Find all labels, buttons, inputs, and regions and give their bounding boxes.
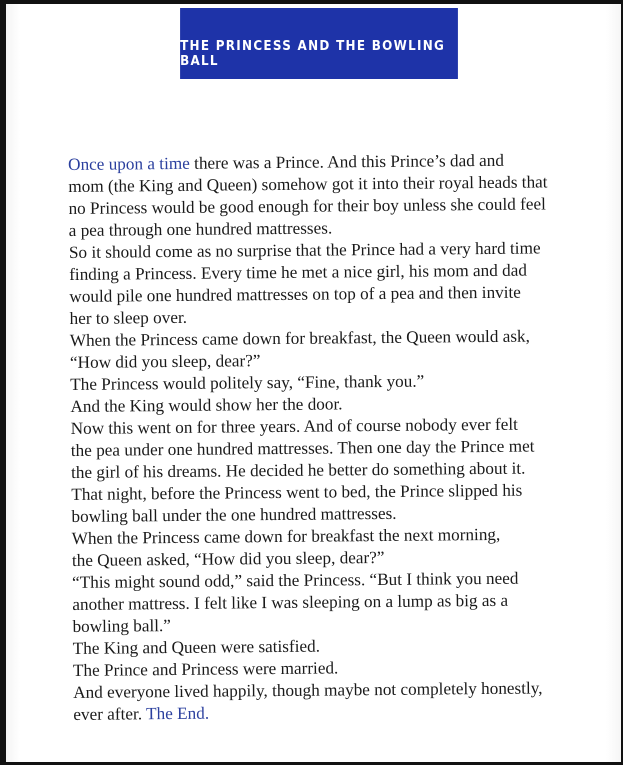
- story-line: bowling ball.”: [72, 616, 171, 636]
- story-line: When the Princess came down for breakfast, the Queen would ask,: [69, 326, 530, 350]
- story-line: a pea through one hundred mattresses.: [68, 218, 333, 240]
- story-text: [68, 149, 593, 726]
- story-line: no Princess would be good enough for their boy unless she could feel: [68, 194, 546, 218]
- story-line: So it should come as no surprise that the Prince had a very hard time: [68, 238, 541, 262]
- story-line: That night, before the Princess went to bed, the Prince slipped his: [71, 480, 523, 504]
- story-line: The Prince and Princess were married.: [72, 658, 339, 680]
- story-line: bowling ball under the one hundred mattresses.: [71, 503, 397, 526]
- story-line: mom (the King and Queen) somehow got it into their royal heads that: [68, 172, 548, 196]
- story-line: finding a Princess. Every time he met a nice girl, his mom and dad: [69, 260, 527, 284]
- story-line: the Queen asked, “How did you sleep, dear?”: [71, 547, 385, 570]
- story-line: “How did you sleep, dear?”: [69, 351, 261, 372]
- story-line: the girl of his dreams. He decided he better do something about it.: [70, 458, 526, 482]
- story-line: Now this went on for three years. And of course nobody ever felt: [70, 414, 518, 438]
- story-line: the pea under one hundred mattresses. Then one day the Prince met: [70, 436, 535, 460]
- story-opening: Once upon a time: [68, 153, 190, 174]
- story-line: her to sleep over.: [69, 307, 188, 328]
- story-line: [73, 699, 593, 726]
- story-line-text: there was a Prince. And this Prince’s dad and: [189, 150, 504, 173]
- page-title: THE PRINCESS AND THE BOWLING BALL: [180, 39, 446, 69]
- title-banner: [180, 8, 458, 79]
- story-line: another mattress. I felt like I was sleeping on a lump as big as a: [72, 590, 509, 614]
- story-line: When the Princess came down for breakfast the next morning,: [71, 524, 501, 548]
- story-ending: The End.: [145, 703, 210, 724]
- story-line: And everyone lived happily, though maybe not completely honestly,: [73, 678, 543, 702]
- story-line: would pile one hundred mattresses on top of a pea and then invite: [69, 282, 521, 306]
- story-line-text: ever after.: [73, 704, 147, 724]
- story-line: The Princess would politely say, “Fine, thank you.”: [70, 371, 425, 394]
- story-line: “This might sound odd,” said the Princess. “But I think you need: [72, 568, 519, 592]
- story-line: The King and Queen were satisfied.: [72, 636, 321, 658]
- story-line: And the King would show her the door.: [70, 394, 343, 416]
